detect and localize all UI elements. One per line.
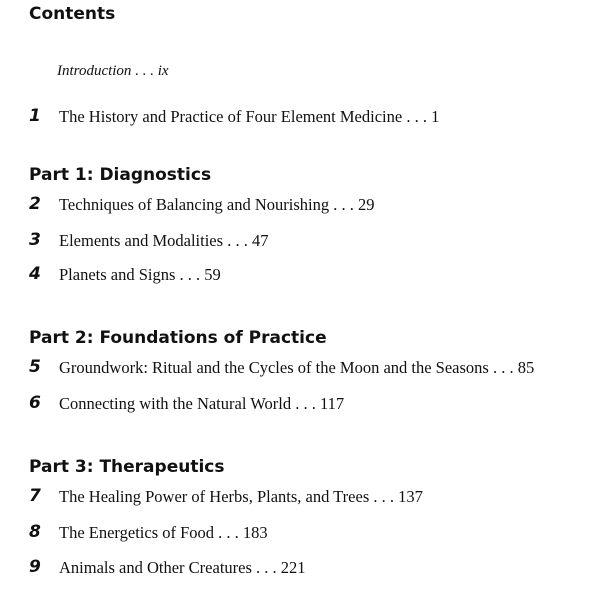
page-number: 117 [319,394,345,413]
chapter-title: Groundwork: Ritual and the Cycles of the Moon and the Seasons [59,358,489,377]
chapter-line [59,194,375,216]
chapter-number: 5 [29,357,41,377]
chapter-number: 7 [29,486,41,506]
dot-leader: . . . [488,358,518,377]
part-1-heading: Part 1: Diagnostics [29,165,212,185]
chapter-line [59,264,221,286]
dot-leader: . . . [291,394,320,413]
chapter-number: 1 [29,106,41,126]
chapter-title: Connecting with the Natural World [59,394,292,413]
part-3-heading: Part 3: Therapeutics [29,457,225,477]
dot-leader: . . . [402,107,432,126]
part-2-heading: Part 2: Foundations of Practice [29,328,327,348]
dot-leader: . . . [175,265,205,284]
chapter-title: Techniques of Balancing and Nourishing [59,195,330,214]
chapter-title: Animals and Other Creatures [59,558,252,577]
chapter-line [59,393,344,415]
chapter-title: Elements and Modalities [59,231,224,250]
chapter-number: 6 [29,393,41,413]
chapter-number: 2 [29,194,41,214]
chapter-title: The History and Practice of Four Element Medicine [59,107,403,126]
dot-leader: . . . [369,487,399,506]
toc-introduction[interactable] [57,61,169,81]
page-number: 85 [517,358,535,377]
chapter-number: 3 [29,230,41,250]
chapter-line [59,230,268,252]
chapter-number: 4 [29,264,41,284]
introduction-separator: . . . [131,63,158,79]
introduction-title: Introduction [57,63,132,79]
introduction-page: ix [157,63,169,79]
chapter-line [59,486,423,508]
dot-leader: . . . [214,523,243,542]
chapter-line [59,106,439,128]
page-number: 1 [431,107,440,126]
chapter-line [59,557,306,579]
dot-leader: . . . [223,231,252,250]
chapter-number: 8 [29,522,41,542]
page-number: 221 [280,558,306,577]
contents-heading: Contents [29,4,116,24]
page-number: 59 [204,265,221,284]
chapter-line [59,522,268,544]
page-number: 47 [251,231,269,250]
page-number: 29 [358,195,375,214]
chapter-line [59,357,534,379]
chapter-number: 9 [29,557,41,577]
chapter-title: The Energetics of Food [59,523,215,542]
dot-leader: . . . [251,558,281,577]
page-number: 183 [242,523,268,542]
dot-leader: . . . [329,195,358,214]
chapter-title: The Healing Power of Herbs, Plants, and Trees [59,487,370,506]
page-number: 137 [398,487,423,506]
chapter-title: Planets and Signs [59,265,176,284]
